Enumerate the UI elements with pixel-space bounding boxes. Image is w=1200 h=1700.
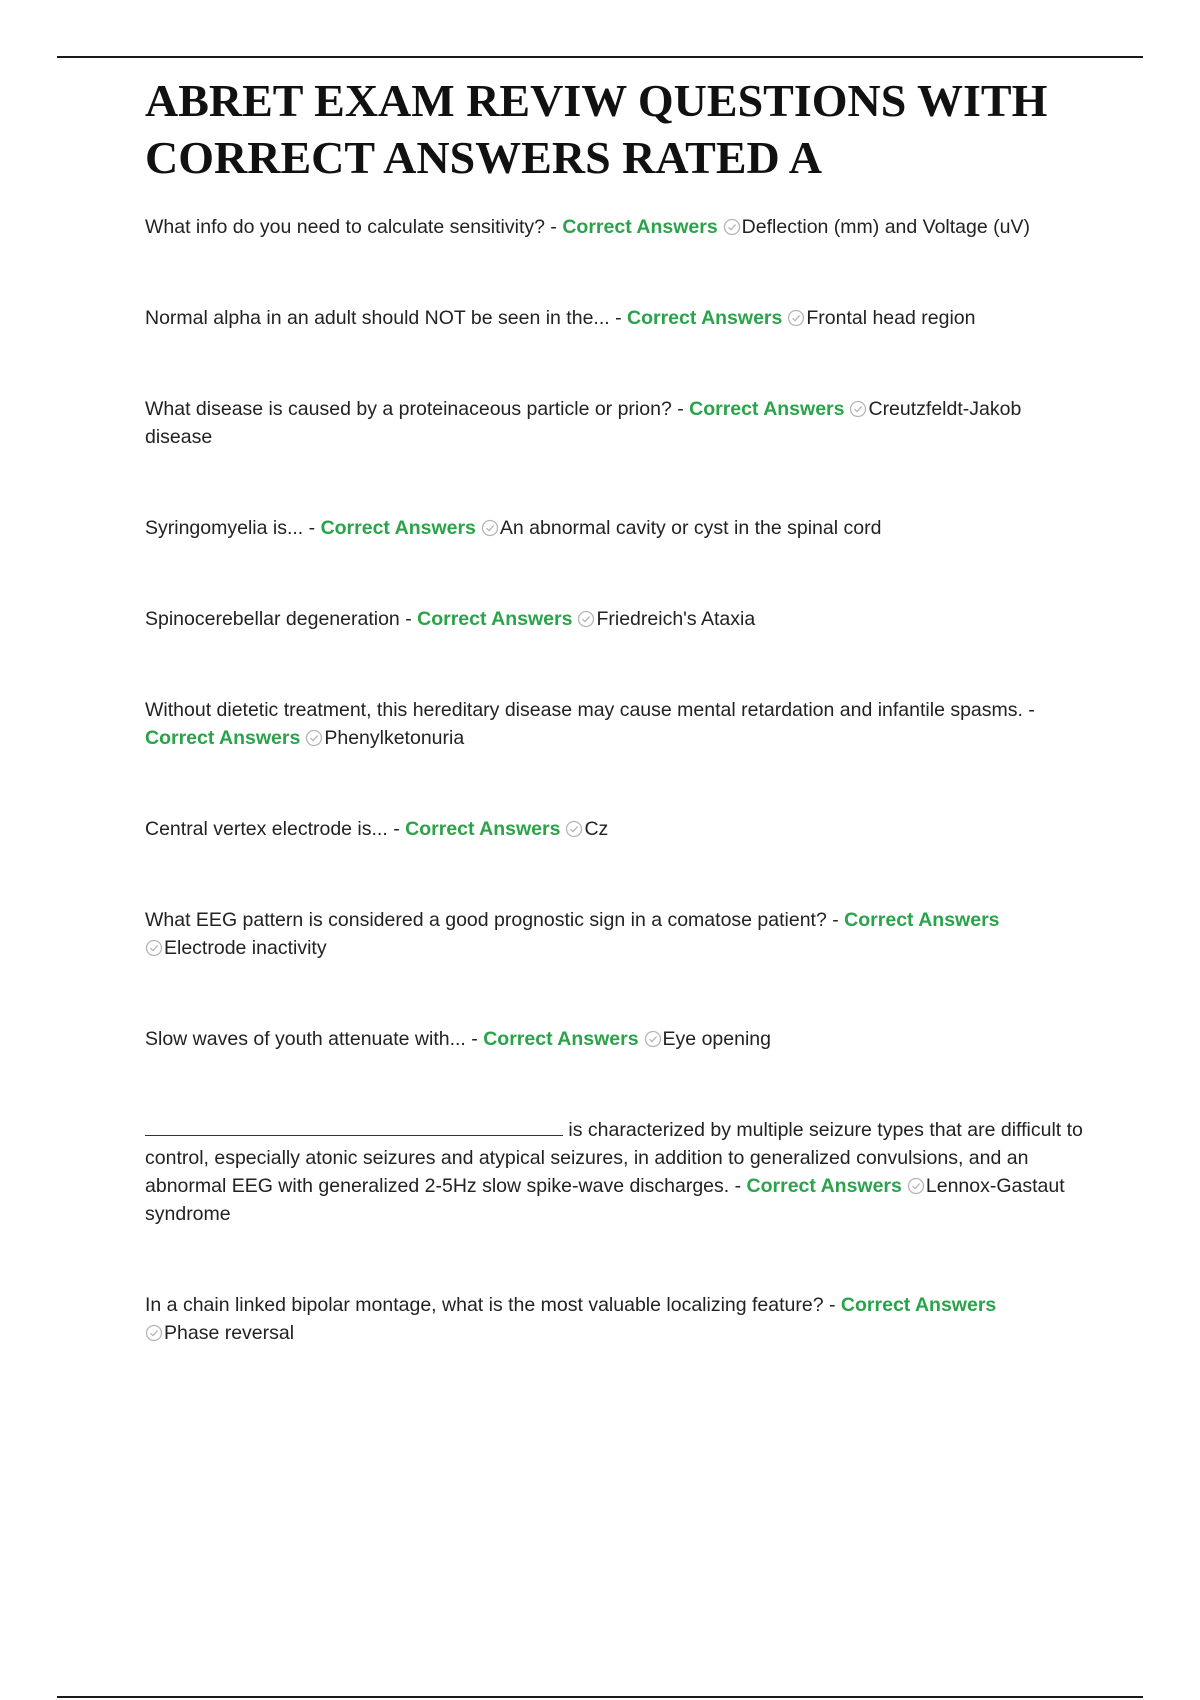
correct-answers-label: Correct Answers	[405, 818, 561, 840]
check-circle-icon	[849, 400, 867, 418]
answer-text: Deflection (mm) and Voltage (uV)	[741, 216, 1030, 238]
answer-text: Frontal head region	[806, 307, 976, 329]
check-circle-icon	[644, 1030, 662, 1048]
separator: -	[387, 818, 406, 840]
separator: -	[671, 398, 690, 420]
qa-item	[145, 906, 1093, 962]
answer-text: Cz	[584, 818, 609, 840]
qa-item	[145, 1116, 1093, 1228]
question-text: Spinocerebellar degeneration	[145, 608, 400, 630]
answer-text: Electrode inactivity	[164, 937, 327, 959]
question-text: What info do you need to calculate sensitivity?	[145, 216, 545, 238]
qa-item	[145, 815, 1093, 843]
question-text: What disease is caused by a proteinaceous particle or prion?	[145, 398, 672, 420]
question-text: In a chain linked bipolar montage, what is the most valuable localizing feature?	[145, 1294, 824, 1316]
answer-text: Lennox-Gastaut syndrome	[145, 1175, 1065, 1225]
separator: -	[303, 517, 321, 539]
correct-answers-label: Correct Answers	[417, 608, 573, 630]
correct-answers-label: Correct Answers	[320, 517, 476, 539]
separator: -	[544, 216, 563, 238]
qa-item	[145, 1291, 1093, 1347]
question-text: is characterized by multiple seizure types that are difficult to control, especially atonic seizures and atypical seizures, in addition to generalized convulsions, and an abnormal EEG with generalized 2-5Hz slow spike-wave discharges.	[145, 1119, 1083, 1197]
document-body	[145, 72, 1093, 1410]
qa-item	[145, 213, 1093, 241]
answer-text: Phenylketonuria	[324, 727, 465, 749]
qa-item	[145, 696, 1093, 752]
question-text: Slow waves of youth attenuate with...	[145, 1028, 466, 1050]
qa-item	[145, 514, 1093, 542]
correct-answers-label: Correct Answers	[562, 216, 718, 238]
answer-text: Phase reversal	[164, 1322, 295, 1344]
separator: -	[729, 1175, 747, 1197]
check-circle-icon	[305, 729, 323, 747]
separator: -	[399, 608, 418, 630]
correct-answers-label: Correct Answers	[627, 307, 783, 329]
question-text: Central vertex electrode is...	[145, 818, 388, 840]
correct-answers-label: Correct Answers	[483, 1028, 639, 1050]
document-title: ABRET EXAM REVIW QUESTIONS WITH CORRECT ANSWERS RATED A	[145, 75, 1048, 183]
separator: -	[823, 1294, 841, 1316]
answer-text: An abnormal cavity or cyst in the spinal cord	[499, 517, 882, 539]
separator: -	[465, 1028, 484, 1050]
answer-text: Friedreich's Ataxia	[596, 608, 756, 630]
correct-answers-label: Correct Answers	[689, 398, 845, 420]
check-circle-icon	[787, 309, 805, 327]
correct-answers-label: Correct Answers	[145, 727, 301, 749]
question-text: Normal alpha in an adult should NOT be seen in the...	[145, 307, 610, 329]
answer-text: Creutzfeldt-Jakob disease	[145, 398, 1022, 448]
question-text: What EEG pattern is considered a good prognostic sign in a comatose patient?	[145, 909, 827, 931]
separator: -	[1022, 699, 1035, 721]
check-circle-icon	[723, 218, 741, 236]
check-circle-icon	[565, 820, 583, 838]
top-rule	[57, 56, 1143, 58]
separator: -	[826, 909, 845, 931]
check-circle-icon	[907, 1177, 925, 1195]
qa-item	[145, 605, 1093, 633]
qa-item	[145, 1025, 1093, 1053]
fill-in-blank-line	[145, 1117, 563, 1136]
question-text: Without dietetic treatment, this hereditary disease may cause mental retardation and infantile spasms.	[145, 699, 1023, 721]
qa-item	[145, 304, 1093, 332]
separator: -	[609, 307, 628, 329]
check-circle-icon	[577, 610, 595, 628]
correct-answers-label: Correct Answers	[844, 909, 1000, 931]
correct-answers-label: Correct Answers	[746, 1175, 902, 1197]
bottom-rule	[57, 1696, 1143, 1698]
correct-answers-label: Correct Answers	[840, 1294, 997, 1316]
check-circle-icon	[145, 939, 163, 957]
question-text: Syringomyelia is...	[145, 517, 304, 539]
qa-item	[145, 395, 1093, 451]
check-circle-icon	[481, 519, 499, 537]
answer-text: Eye opening	[662, 1028, 771, 1050]
check-circle-icon	[145, 1324, 163, 1342]
